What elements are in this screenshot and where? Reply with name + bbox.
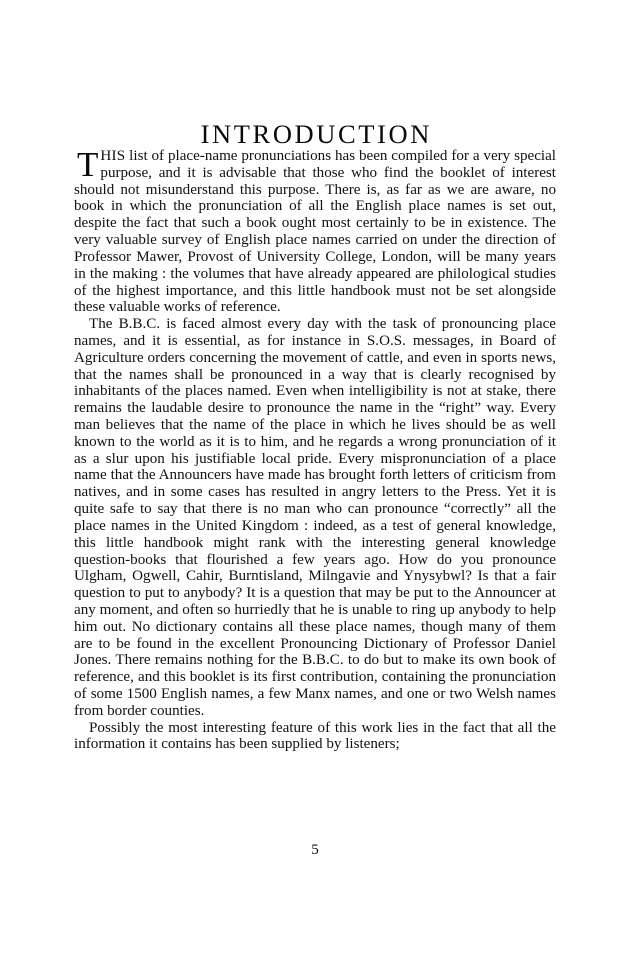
small-caps-lead-in: HIS: [100, 148, 126, 164]
paragraph-1: [74, 145, 556, 316]
page-number: 5: [311, 842, 319, 858]
paragraph-3: Possibly the most interesting feature of this work lies in the fact that all the information it contains has been supplied by listeners;: [74, 719, 556, 753]
paragraph-1-text: list of place-name pronunciations has been compiled for a very special purpose, and it is advisable that those who find the booklet of interest should not misunderstand this purpose. There is, as far as we are aware, no book in which the pronunciation of all the English place names is set out, despite the fact that such a book ought most certainly to be in existence. The very valuable survey of English place names carried on under the direction of Professor Mawer, Provost of University College, London, will be many years in the making : the volumes that have already appeared are philological studies of the highest importance, and this little handbook must not be set alongside these valuable works of reference.: [74, 148, 556, 316]
paragraph-2: The B.B.C. is faced almost every day with the task of pronouncing place names, and it is essential, as for instance in S.O.S. messages, in Board of Agriculture orders concerning the movement of cattle, and even in sports news, that the names shall be pronounced in a way that is clearly recognised by inhabitants of the places named. Even when intelligibility is not at stake, there remains the laudable desire to pronounce the name in the “right” way. Every man believes that the name of the place in which he lives should be as well known to the world as it is to him, and he regards a wrong pronunciation of it as a slur upon his justifiable local pride. Every mispronunciation of a place name that the Announcers have made has brought forth letters of criticism from natives, and in some cases has resulted in angry letters to the Press. Yet it is quite safe to say that there is no man who can pronounce “correctly” all the place names in the United Kingdom : indeed, as a test of general knowledge, this little handbook might rank with the interesting general knowledge question-books that flourished a few years ago. How do you pronounce Ulgham, Ogwell, Cahir, Burntisland, Milngavie and Ynysybwl? Is that a fair question to put to anybody? It is a question that may be put to the Announcer at any moment, and often so hurriedly that he is unable to ring up anybody to help him out. No dictionary contains all these place names, though many of them are to be found in the excellent Pronouncing Dictionary of Professor Daniel Jones. There remains nothing for the B.B.C. to do but to make its own book of reference, and this booklet is its first contribution, containing the pronunciation of some 1500 English names, a few Manx names, and one or two Welsh names from border counties.: [74, 316, 556, 719]
page-title: INTRODUCTION: [200, 118, 432, 149]
drop-cap-initial: T: [77, 145, 99, 184]
body-text-block: [74, 145, 556, 753]
